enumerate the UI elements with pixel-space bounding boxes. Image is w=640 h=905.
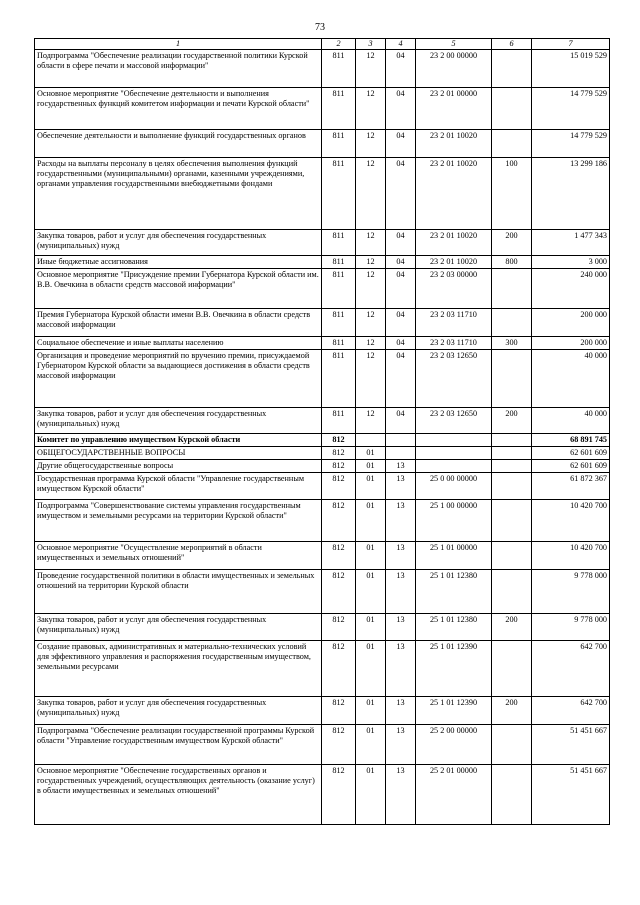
cell-vr bbox=[492, 434, 532, 447]
cell-name: Иные бюджетные ассигнования bbox=[35, 256, 322, 269]
cell-vr bbox=[492, 460, 532, 473]
cell-pr: 04 bbox=[386, 88, 416, 130]
cell-pr: 04 bbox=[386, 269, 416, 309]
cell-ved: 812 bbox=[322, 434, 356, 447]
cell-amount: 3 000 bbox=[532, 256, 610, 269]
cell-rz: 01 bbox=[356, 725, 386, 765]
cell-amount: 61 872 367 bbox=[532, 473, 610, 500]
cell-ved: 812 bbox=[322, 725, 356, 765]
cell-csr bbox=[416, 447, 492, 460]
cell-csr bbox=[416, 460, 492, 473]
table-row bbox=[35, 158, 610, 230]
cell-pr: 04 bbox=[386, 50, 416, 88]
cell-ved: 812 bbox=[322, 447, 356, 460]
cell-rz: 01 bbox=[356, 697, 386, 725]
cell-vr bbox=[492, 309, 532, 337]
cell-name: Комитет по управлению имуществом Курской области bbox=[35, 434, 322, 447]
cell-pr: 04 bbox=[386, 309, 416, 337]
cell-csr bbox=[416, 434, 492, 447]
column-header: 3 bbox=[356, 39, 386, 50]
table-row bbox=[35, 641, 610, 697]
cell-csr: 23 2 01 10020 bbox=[416, 130, 492, 158]
cell-pr bbox=[386, 434, 416, 447]
table-row bbox=[35, 765, 610, 825]
cell-csr: 25 1 01 12380 bbox=[416, 570, 492, 614]
cell-csr: 25 1 01 00000 bbox=[416, 542, 492, 570]
cell-name: Государственная программа Курской области "Управление государственным имуществом Курской области" bbox=[35, 473, 322, 500]
cell-ved: 811 bbox=[322, 337, 356, 350]
cell-pr: 13 bbox=[386, 765, 416, 825]
cell-amount: 200 000 bbox=[532, 337, 610, 350]
table-row bbox=[35, 269, 610, 309]
cell-amount: 1 477 343 bbox=[532, 230, 610, 256]
cell-vr bbox=[492, 130, 532, 158]
cell-ved: 812 bbox=[322, 500, 356, 542]
cell-vr bbox=[492, 570, 532, 614]
cell-ved: 811 bbox=[322, 256, 356, 269]
cell-amount: 62 601 609 bbox=[532, 460, 610, 473]
cell-csr: 25 2 01 00000 bbox=[416, 765, 492, 825]
table-row bbox=[35, 473, 610, 500]
table-row bbox=[35, 460, 610, 473]
cell-csr: 23 2 01 10020 bbox=[416, 158, 492, 230]
cell-name: Проведение государственной политики в области имущественных и земельных отношений на территории Курской области bbox=[35, 570, 322, 614]
cell-csr: 25 1 01 12380 bbox=[416, 614, 492, 641]
cell-amount: 10 420 700 bbox=[532, 500, 610, 542]
cell-amount: 642 700 bbox=[532, 641, 610, 697]
cell-ved: 812 bbox=[322, 697, 356, 725]
cell-csr: 25 2 00 00000 bbox=[416, 725, 492, 765]
table-row bbox=[35, 570, 610, 614]
page-number: 73 bbox=[315, 22, 325, 33]
table-row bbox=[35, 88, 610, 130]
cell-csr: 23 2 01 00000 bbox=[416, 88, 492, 130]
cell-name: Подпрограмма "Обеспечение реализации государственной политики Курской области в сфере печати и массовой информации" bbox=[35, 50, 322, 88]
cell-rz: 12 bbox=[356, 350, 386, 408]
column-header: 2 bbox=[322, 39, 356, 50]
cell-amount: 9 778 000 bbox=[532, 614, 610, 641]
cell-amount: 51 451 667 bbox=[532, 725, 610, 765]
cell-amount: 14 779 529 bbox=[532, 130, 610, 158]
cell-pr: 13 bbox=[386, 641, 416, 697]
column-header: 4 bbox=[386, 39, 416, 50]
table-row bbox=[35, 256, 610, 269]
cell-rz: 01 bbox=[356, 641, 386, 697]
cell-amount: 9 778 000 bbox=[532, 570, 610, 614]
cell-csr: 23 2 03 12650 bbox=[416, 408, 492, 434]
cell-name: Подпрограмма "Обеспечение реализации государственной программы Курской области "Управление государственным имуществом Курской области" bbox=[35, 725, 322, 765]
cell-pr: 13 bbox=[386, 500, 416, 542]
cell-vr bbox=[492, 500, 532, 542]
table-row bbox=[35, 697, 610, 725]
cell-pr: 04 bbox=[386, 230, 416, 256]
cell-vr: 100 bbox=[492, 158, 532, 230]
cell-rz: 01 bbox=[356, 500, 386, 542]
cell-vr: 200 bbox=[492, 408, 532, 434]
cell-pr: 04 bbox=[386, 408, 416, 434]
table-row bbox=[35, 614, 610, 641]
cell-ved: 811 bbox=[322, 50, 356, 88]
cell-pr bbox=[386, 447, 416, 460]
table-body bbox=[35, 50, 610, 825]
cell-vr bbox=[492, 473, 532, 500]
cell-csr: 23 2 01 10020 bbox=[416, 256, 492, 269]
table-row bbox=[35, 725, 610, 765]
cell-amount: 62 601 609 bbox=[532, 447, 610, 460]
column-header: 5 bbox=[416, 39, 492, 50]
cell-ved: 812 bbox=[322, 614, 356, 641]
cell-name: Закупка товаров, работ и услуг для обеспечения государственных (муниципальных) нужд bbox=[35, 408, 322, 434]
cell-vr: 800 bbox=[492, 256, 532, 269]
cell-vr bbox=[492, 350, 532, 408]
cell-rz: 12 bbox=[356, 256, 386, 269]
cell-amount: 51 451 667 bbox=[532, 765, 610, 825]
cell-amount: 200 000 bbox=[532, 309, 610, 337]
cell-rz: 12 bbox=[356, 337, 386, 350]
cell-name: Основное мероприятие "Обеспечение деятельности и выполнения государственных функций комитетом информации и печати Курской области" bbox=[35, 88, 322, 130]
cell-vr bbox=[492, 542, 532, 570]
cell-vr: 200 bbox=[492, 230, 532, 256]
cell-vr bbox=[492, 765, 532, 825]
cell-amount: 40 000 bbox=[532, 408, 610, 434]
cell-amount: 10 420 700 bbox=[532, 542, 610, 570]
cell-ved: 812 bbox=[322, 765, 356, 825]
cell-rz: 12 bbox=[356, 50, 386, 88]
cell-rz: 01 bbox=[356, 473, 386, 500]
cell-rz: 01 bbox=[356, 765, 386, 825]
cell-pr: 13 bbox=[386, 570, 416, 614]
cell-name: Закупка товаров, работ и услуг для обеспечения государственных (муниципальных) нужд bbox=[35, 614, 322, 641]
cell-name: Организация и проведение мероприятий по вручению премии, присуждаемой Губернатором Курской области за выдающиеся достижения в области средств массовой информации bbox=[35, 350, 322, 408]
cell-name: Премия Губернатора Курской области имени В.В. Овечкина в области средств массовой информации bbox=[35, 309, 322, 337]
cell-csr: 25 1 01 12390 bbox=[416, 641, 492, 697]
cell-ved: 812 bbox=[322, 570, 356, 614]
budget-table bbox=[34, 38, 610, 825]
cell-rz: 12 bbox=[356, 309, 386, 337]
column-header: 7 bbox=[532, 39, 610, 50]
cell-vr bbox=[492, 50, 532, 88]
cell-csr: 25 0 00 00000 bbox=[416, 473, 492, 500]
cell-pr: 04 bbox=[386, 158, 416, 230]
cell-name: Основное мероприятие "Присуждение премии Губернатора Курской области им. В.В. Овечкина в области средств массовой информации" bbox=[35, 269, 322, 309]
cell-amount: 68 891 745 bbox=[532, 434, 610, 447]
cell-name: Закупка товаров, работ и услуг для обеспечения государственных (муниципальных) нужд bbox=[35, 697, 322, 725]
cell-name: Обеспечение деятельности и выполнение функций государственных органов bbox=[35, 130, 322, 158]
cell-ved: 811 bbox=[322, 269, 356, 309]
cell-amount: 240 000 bbox=[532, 269, 610, 309]
table-row bbox=[35, 130, 610, 158]
cell-csr: 23 2 03 11710 bbox=[416, 309, 492, 337]
cell-csr: 23 2 00 00000 bbox=[416, 50, 492, 88]
cell-ved: 812 bbox=[322, 542, 356, 570]
cell-name: Основное мероприятие "Обеспечение государственных органов и государственных учреждений, осуществляющих деятельность (оказание услуг) в области имущественных и земельных отношений" bbox=[35, 765, 322, 825]
cell-pr: 04 bbox=[386, 256, 416, 269]
cell-name: Расходы на выплаты персоналу в целях обеспечения выполнения функций государственными (муниципальными) органами, казенными учреждениями, органами управления государственными внебюджетными фондами bbox=[35, 158, 322, 230]
cell-csr: 23 2 03 12650 bbox=[416, 350, 492, 408]
cell-rz: 12 bbox=[356, 269, 386, 309]
cell-amount: 40 000 bbox=[532, 350, 610, 408]
cell-ved: 811 bbox=[322, 408, 356, 434]
cell-name: Другие общегосударственные вопросы bbox=[35, 460, 322, 473]
cell-pr: 13 bbox=[386, 697, 416, 725]
cell-vr bbox=[492, 447, 532, 460]
cell-pr: 13 bbox=[386, 460, 416, 473]
cell-rz: 01 bbox=[356, 460, 386, 473]
cell-ved: 811 bbox=[322, 158, 356, 230]
cell-amount: 15 019 529 bbox=[532, 50, 610, 88]
cell-ved: 811 bbox=[322, 350, 356, 408]
cell-rz: 01 bbox=[356, 614, 386, 641]
cell-ved: 811 bbox=[322, 230, 356, 256]
cell-vr bbox=[492, 88, 532, 130]
column-header: 6 bbox=[492, 39, 532, 50]
column-header: 1 bbox=[35, 39, 322, 50]
cell-ved: 812 bbox=[322, 641, 356, 697]
table-row bbox=[35, 434, 610, 447]
cell-name: ОБЩЕГОСУДАРСТВЕННЫЕ ВОПРОСЫ bbox=[35, 447, 322, 460]
cell-pr: 04 bbox=[386, 130, 416, 158]
cell-vr bbox=[492, 725, 532, 765]
table-row bbox=[35, 500, 610, 542]
cell-rz: 01 bbox=[356, 447, 386, 460]
cell-vr: 200 bbox=[492, 697, 532, 725]
cell-rz: 12 bbox=[356, 158, 386, 230]
cell-rz bbox=[356, 434, 386, 447]
cell-ved: 811 bbox=[322, 130, 356, 158]
cell-pr: 04 bbox=[386, 350, 416, 408]
cell-pr: 13 bbox=[386, 614, 416, 641]
cell-name: Закупка товаров, работ и услуг для обеспечения государственных (муниципальных) нужд bbox=[35, 230, 322, 256]
cell-pr: 13 bbox=[386, 542, 416, 570]
cell-csr: 25 1 00 00000 bbox=[416, 500, 492, 542]
table-row bbox=[35, 447, 610, 460]
cell-ved: 812 bbox=[322, 460, 356, 473]
table-row bbox=[35, 350, 610, 408]
cell-ved: 811 bbox=[322, 309, 356, 337]
cell-name: Основное мероприятие "Осуществление мероприятий в области имущественных и земельных отношений" bbox=[35, 542, 322, 570]
table-row bbox=[35, 309, 610, 337]
cell-pr: 04 bbox=[386, 337, 416, 350]
table-row bbox=[35, 50, 610, 88]
cell-csr: 23 2 03 11710 bbox=[416, 337, 492, 350]
cell-rz: 12 bbox=[356, 130, 386, 158]
cell-name: Подпрограмма "Совершенствование системы управления государственным имуществом и земельными ресурсами на территории Курской области" bbox=[35, 500, 322, 542]
cell-ved: 811 bbox=[322, 88, 356, 130]
table-header-row bbox=[35, 39, 610, 50]
cell-csr: 25 1 01 12390 bbox=[416, 697, 492, 725]
cell-vr bbox=[492, 641, 532, 697]
cell-rz: 12 bbox=[356, 88, 386, 130]
cell-ved: 812 bbox=[322, 473, 356, 500]
table-row bbox=[35, 230, 610, 256]
cell-name: Социальное обеспечение и иные выплаты населению bbox=[35, 337, 322, 350]
table-row bbox=[35, 542, 610, 570]
cell-rz: 01 bbox=[356, 570, 386, 614]
cell-vr bbox=[492, 269, 532, 309]
cell-amount: 642 700 bbox=[532, 697, 610, 725]
cell-rz: 12 bbox=[356, 408, 386, 434]
cell-amount: 14 779 529 bbox=[532, 88, 610, 130]
table-row bbox=[35, 408, 610, 434]
cell-pr: 13 bbox=[386, 473, 416, 500]
cell-vr: 200 bbox=[492, 614, 532, 641]
cell-pr: 13 bbox=[386, 725, 416, 765]
cell-rz: 12 bbox=[356, 230, 386, 256]
cell-csr: 23 2 01 10020 bbox=[416, 230, 492, 256]
cell-amount: 13 299 186 bbox=[532, 158, 610, 230]
cell-name: Создание правовых, административных и материально-технических условий для эффективного управления и распоряжения государственным имуществом, земельными ресурсами bbox=[35, 641, 322, 697]
table-row bbox=[35, 337, 610, 350]
cell-csr: 23 2 03 00000 bbox=[416, 269, 492, 309]
cell-rz: 01 bbox=[356, 542, 386, 570]
cell-vr: 300 bbox=[492, 337, 532, 350]
